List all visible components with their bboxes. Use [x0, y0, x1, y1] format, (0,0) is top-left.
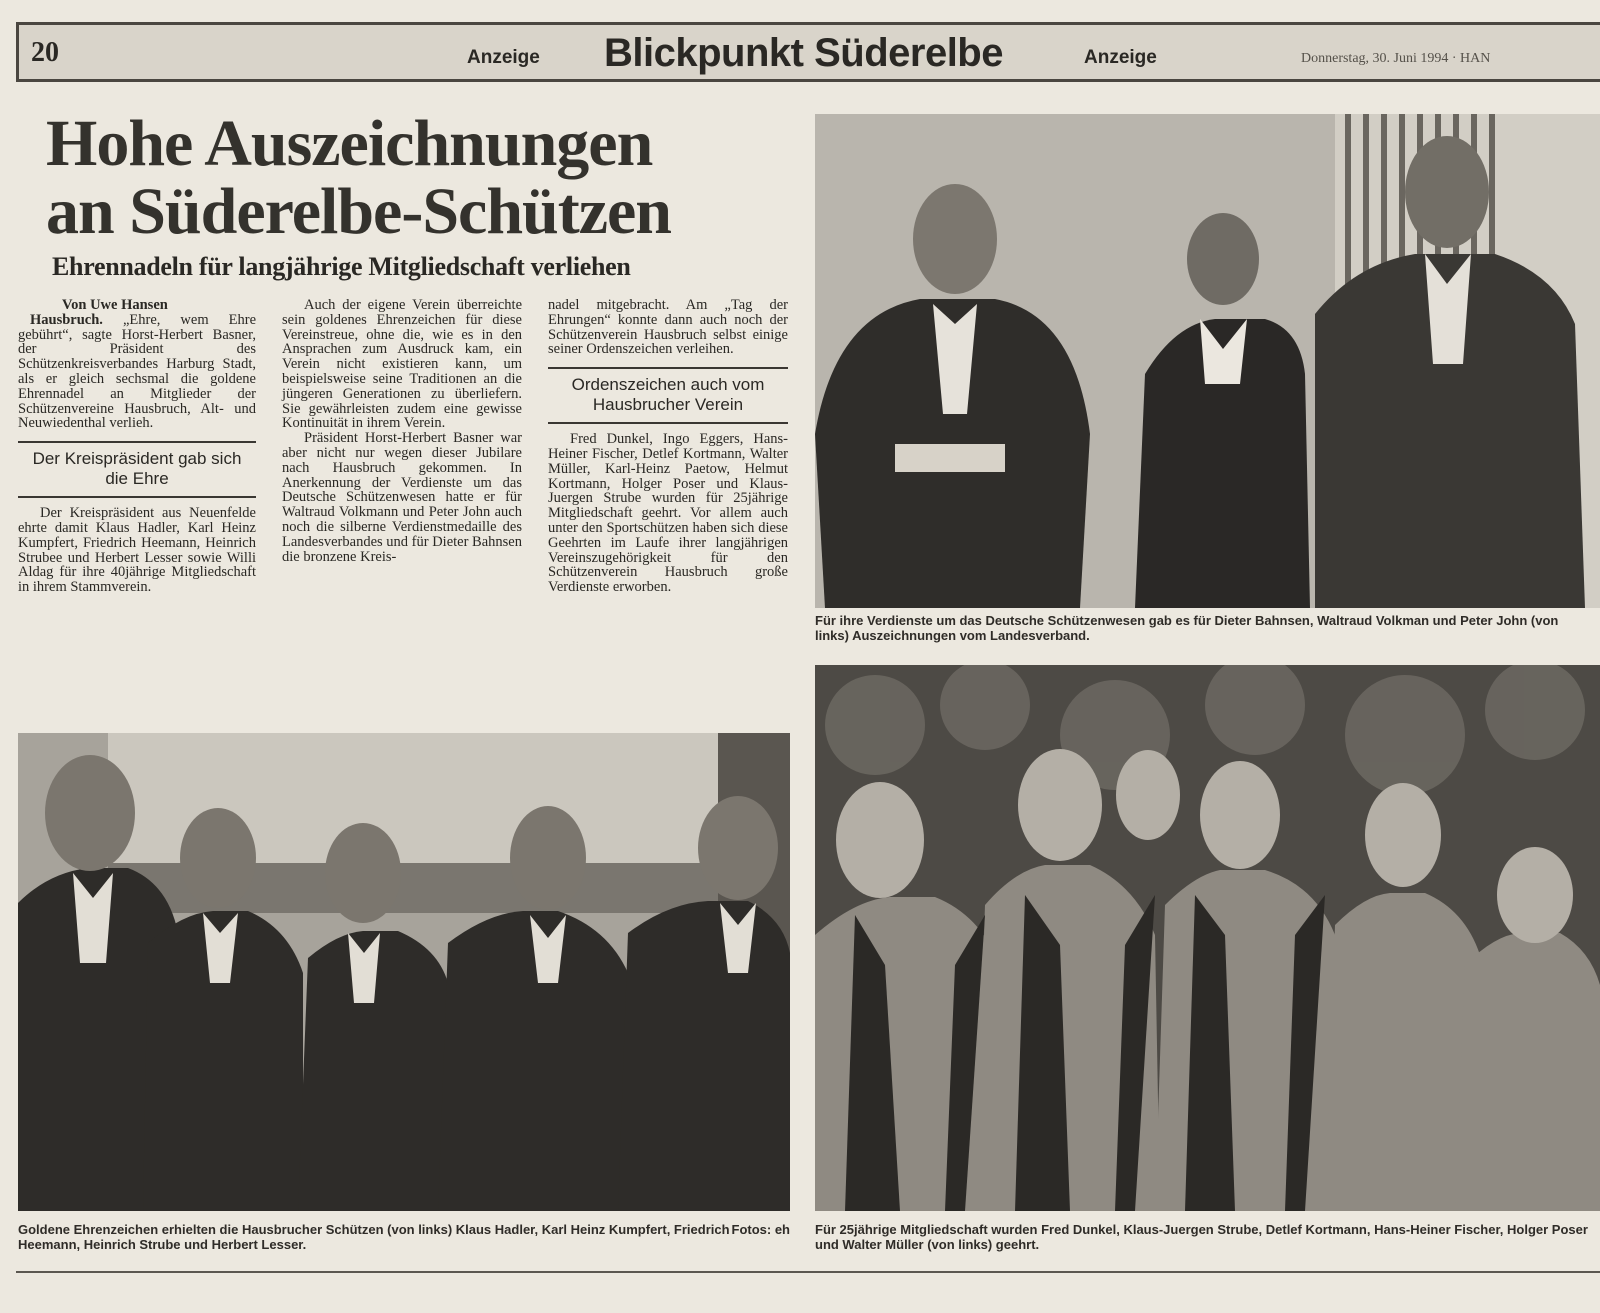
lead-paragraph [18, 313, 256, 431]
photo-25-year-members [815, 665, 1600, 1211]
bottom-rule [16, 1271, 1600, 1273]
dateline: Hausbruch. [30, 311, 103, 328]
ad-label-left: Anzeige [467, 47, 540, 68]
article-column-1 [18, 298, 256, 595]
article-column-3 [548, 298, 788, 595]
paragraph: Auch der eigene Verein überreichte sein goldenes Ehrenzeichen für diese Vereinstreue, ohne die, wie es in den Ansprachen zum Ausdruck kam, ein Verein nicht existieren kann, um beispielsweise seine Traditionen an die jüngeren Generationen zu überliefern. Sie gewährleisten zudem eine gewisse Kontinuität in ihrem Verein. [282, 297, 522, 432]
photo-image [815, 665, 1600, 1211]
page-number: 20 [31, 37, 59, 68]
lead-text: „Ehre, wem Ehre gebührt“, sagte Horst-Herbert Basner, der Präsident des Schützenkreisverbandes Harburg Stadt, als er gleich sechsmal die goldene Ehrennadel an Mitglieder der Schützenvereine Hausbruch, Alt- und Neuwiedenthal verlieh. [18, 311, 257, 432]
article-headline [46, 107, 806, 248]
caption-landesverband: Für ihre Verdienste um das Deutsche Schützenwesen gab es für Dieter Bahnsen, Waltraud Volkman und Peter John (von links) Auszeichnungen vom Landesverband. [815, 613, 1559, 643]
byline: Von Uwe Hansen [62, 297, 168, 313]
crosshead-ordenszeichen: Ordenszeichen auch vom Hausbrucher Verein [548, 367, 788, 424]
ad-label-right: Anzeige [1084, 47, 1157, 68]
headline-line-1: Hohe Auszeichnungen [46, 107, 653, 180]
section-title: Blickpunkt Süderelbe [604, 31, 1003, 75]
photo-image [815, 114, 1600, 608]
paragraph: nadel mitgebracht. Am „Tag der Ehrungen“ konnte dann auch noch der Schützenverein Hausbruch selbst einige seiner Ordenszeichen verleihen. [548, 297, 788, 358]
photo-credit: Fotos: eh [731, 1222, 790, 1237]
article-column-2 [282, 298, 522, 564]
photo-landesverband-honorees [815, 114, 1600, 608]
paragraph: Fred Dunkel, Ingo Eggers, Hans-Heiner Fischer, Detlef Kortmann, Walter Müller, Karl-Heinz Paetow, Helmut Kortmann, Holger Poser und Klaus-Juergen Strube wurden für 25jährige Mitgliedschaft geehrt. Vor allem auch unter den Sportschützen haben sich diese Geehrten im Laufe ihrer langjährigen Vereinszugehörigkeit für den Schützenverein Hausbruch große Verdienste erworben. [548, 431, 788, 596]
caption-gold-honorees [18, 1222, 790, 1252]
paragraph: Der Kreispräsident aus Neuenfelde ehrte damit Klaus Hadler, Karl Heinz Kumpfert, Friedrich Heemann, Heinrich Strubee und Herbert Lesser sowie Willi Aldag für ihre 40jährige Mitgliedschaft in ihrem Stammverein. [18, 505, 256, 596]
caption-text: Goldene Ehrenzeichen erhielten die Hausbrucher Schützen (von links) Klaus Hadler, Karl Heinz Kumpfert, Friedrich Heemann, Heinrich Strube und Herbert Lesser. [18, 1222, 730, 1252]
crosshead-kreispraesident: Der Kreispräsident gab sich die Ehre [18, 441, 256, 498]
headline-line-2: an Süderelbe-Schützen [46, 175, 672, 248]
photo-image [18, 733, 790, 1211]
issue-date: Donnerstag, 30. Juni 1994 · HAN [1301, 51, 1491, 66]
page-header [16, 22, 1600, 82]
paragraph: Präsident Horst-Herbert Basner war aber nicht nur wegen dieser Jubilare nach Hausbruch gekommen. In Anerkennung der Verdienste um das Deutsche Schützenwesen hatte er für Waltraud Volkmann und Peter John auch noch die silberne Verdienstmedaille des Landesverbandes und für Dieter Bahnsen die bronzene Kreis- [282, 430, 522, 565]
article-subheadline: Ehrennadeln für langjährige Mitgliedschaft verliehen [52, 252, 631, 281]
photo-gold-honorees [18, 733, 790, 1211]
caption-25-year-members: Für 25jährige Mitgliedschaft wurden Fred Dunkel, Klaus-Juergen Strube, Detlef Kortmann, Hans-Heiner Fischer, Holger Poser und Walter Müller (von links) geehrt. [815, 1222, 1588, 1252]
